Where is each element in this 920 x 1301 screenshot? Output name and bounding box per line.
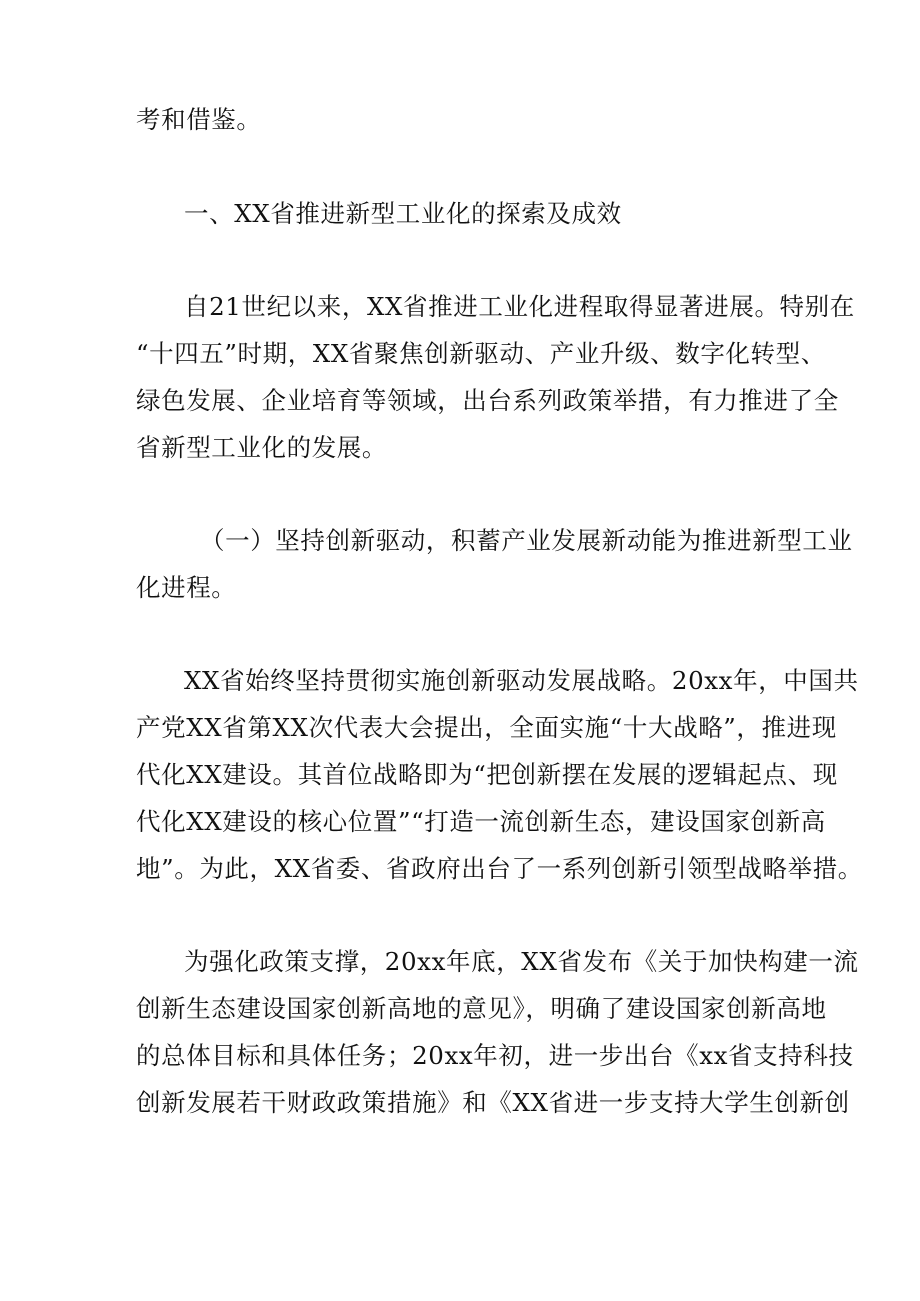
paragraph-line: 的总体目标和具体任务；20xx年初，进一步出台《xx省支持科技 — [136, 1041, 854, 1070]
paragraph-line: 地”。为此，XX省委、省政府出台了一系列创新引领型战略举措。 — [136, 854, 863, 883]
paragraph-line: 创新发展若干财政政策措施》和《XX省进一步支持大学生创新创 — [136, 1088, 850, 1117]
paragraph-line: 自21世纪以来，XX省推进工业化进程取得显著进展。特别在 — [184, 292, 855, 321]
paragraph-line: 绿色发展、企业培育等领域，出台系列政策举措，有力推进了全 — [136, 386, 839, 415]
section-heading: 一、XX省推进新型工业化的探索及成效 — [184, 199, 622, 228]
subsection-heading-line: （一）坚持创新驱动，积蓄产业发展新动能为推进新型工业 — [200, 526, 853, 555]
paragraph-line: 代化XX建设。其首位战略即为“把创新摆在发展的逻辑起点、现 — [136, 760, 838, 789]
paragraph-line: 产党XX省第XX次代表大会提出，全面实施“十大战略”，推进现 — [136, 713, 837, 742]
paragraph-line: 省新型工业化的发展。 — [136, 433, 387, 462]
paragraph-line: 为强化政策支撑，20xx年底，XX省发布《关于加快构建一流 — [184, 947, 859, 976]
paragraph-line: 代化XX建设的核心位置”“打造一流创新生态，建设国家创新高 — [136, 807, 826, 836]
subsection-heading-line: 化进程。 — [136, 573, 237, 602]
paragraph-line: XX省始终坚持贯彻实施创新驱动发展战略。20xx年，中国共 — [184, 666, 859, 695]
paragraph-line: 创新生态建设国家创新高地的意见》，明确了建设国家创新高地 — [136, 994, 827, 1023]
paragraph-line: “十四五”时期，XX省聚焦创新驱动、产业升级、数字化转型、 — [136, 339, 826, 368]
paragraph-continuation-line: 考和借鉴。 — [136, 105, 262, 134]
